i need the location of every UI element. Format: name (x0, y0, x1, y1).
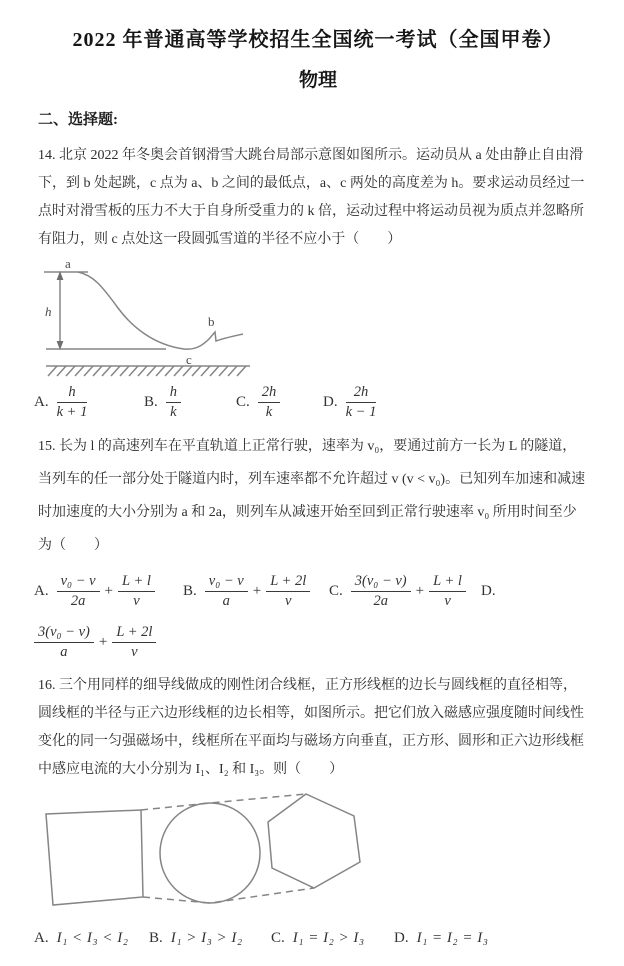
fraction-denominator: v (131, 643, 138, 660)
top-dashed-guide-line (141, 794, 306, 810)
fraction (166, 384, 181, 420)
fraction (429, 573, 466, 609)
q15-option-d-label (481, 583, 504, 600)
square-frame (46, 810, 143, 905)
q14-ski-slope-figure (38, 256, 288, 378)
circle-frame (160, 803, 260, 903)
point-c-label: c (186, 352, 192, 367)
fraction-numerator: 2h (346, 384, 377, 403)
fraction (266, 573, 310, 609)
q14-option-d (323, 384, 376, 420)
q15-option-d-formula (34, 624, 156, 660)
fraction (57, 573, 100, 609)
q15-options-row-2 (34, 618, 598, 666)
fraction-numerator: 2h (258, 384, 281, 403)
fraction-denominator: a (60, 643, 68, 660)
height-h-label: h (45, 304, 52, 319)
bottom-dashed-guide-line (143, 888, 314, 903)
fraction-numerator: h (57, 384, 88, 403)
ground-hatching (48, 366, 246, 376)
option-label: B. (183, 582, 197, 599)
fraction (258, 384, 281, 420)
option-label: B. (149, 929, 163, 946)
question-16-text (38, 672, 598, 784)
question-14-line-4: 有阻力，则 c 点处这一段圆弧雪道的半径不应小于（ ） (38, 232, 402, 247)
q15-options-row-1 (34, 566, 598, 616)
option-label: D. (394, 929, 409, 946)
question-14-line-2: 下，到 b 处起跳，c 点为 a、b 之间的最低点，a、c 两处的高度差为 h。要求运动员经过一 (38, 176, 585, 191)
q16-option-a (34, 930, 149, 947)
fraction (351, 573, 411, 609)
q16-option-b (149, 930, 271, 947)
question-16-line-1: 16. 三个用同样的细导线做成的刚性闭合线框，正方形线框的边长与圆线框的直径相等， (38, 678, 577, 693)
option-expression: I₁ > I₃ > I₂ (170, 929, 243, 946)
option-label: A. (34, 929, 49, 946)
plus-operator: + (98, 633, 108, 650)
option-expression: I₁ < I₃ < I₂ (56, 929, 129, 946)
question-14-line-1: 14. 北京 2022 年冬奥会首钢滑雪大跳台局部示意图如图所示。运动员从 a 处由静止自由滑 (38, 148, 584, 163)
point-a-label: a (65, 256, 71, 271)
section-heading: 二、选择题: (38, 112, 118, 128)
hexagon-frame (268, 794, 360, 888)
fraction-denominator: k (265, 403, 273, 420)
fraction-numerator: v₀ − v (205, 573, 248, 592)
fraction (57, 384, 88, 420)
q15-option-a (34, 573, 183, 609)
fraction-numerator: 3(v₀ − v) (34, 624, 94, 643)
fraction-denominator: 2a (70, 592, 86, 609)
fraction-denominator: v (285, 592, 292, 609)
option-expression: I₁ = I₂ > I₃ (292, 929, 365, 946)
q15-option-c (329, 573, 481, 609)
question-16-line-3: 变化的同一匀强磁场中，线框所在平面均与磁场方向垂直，正方形、圆形和正六边形线框 (38, 734, 584, 749)
question-16-line-2: 圆线框的半径与正六边形线框的边长相等，如图所示。把它们放入磁感应强度随时间线性 (38, 706, 584, 721)
option-label: B. (144, 393, 158, 410)
plus-operator: + (104, 582, 114, 599)
fraction-numerator: L + 2l (266, 573, 310, 592)
question-14-line-3: 点时对滑雪板的压力不大于自身所受重力的 k 倍，运动过程中将运动员视为质点并忽略所 (38, 204, 584, 219)
fraction-numerator: L + l (429, 573, 466, 592)
question-15-line-2: 当列车的任一部分处于隧道内时，列车速率都不允许超过 v (v < v₀)。已知列车加速和减速 (38, 472, 586, 487)
plus-operator: + (415, 582, 425, 599)
fraction-denominator: k (170, 403, 177, 420)
option-expression: I₁ = I₂ = I₃ (416, 929, 489, 946)
fraction-denominator: 2a (373, 592, 388, 609)
question-15-text (38, 430, 598, 562)
question-15-line-3: 时加速度的大小分别为 a 和 2a，则列车从减速开始至回到正常行驶速率 v₀ 所用时间至少 (38, 505, 577, 520)
fraction (118, 573, 155, 609)
q14-option-a (34, 384, 144, 420)
fraction-denominator: v (444, 592, 451, 609)
point-b-label: b (208, 314, 215, 329)
fraction (205, 573, 248, 609)
question-15-line-4: 为（ ） (38, 538, 108, 553)
q16-option-c (271, 930, 394, 947)
option-label: C. (271, 929, 285, 946)
fraction-numerator: L + l (118, 573, 155, 592)
fraction (34, 624, 94, 660)
option-label: C. (329, 582, 343, 599)
page-title: 2022 年普通高等学校招生全国统一考试（全国甲卷） (72, 29, 564, 51)
fraction-denominator: k + 1 (56, 403, 88, 420)
option-label: D. (481, 582, 496, 599)
ski-slope-curve (78, 272, 243, 349)
q16-options (34, 926, 598, 950)
fraction-numerator: 3(v₀ − v) (351, 573, 411, 592)
option-label: D. (323, 393, 338, 410)
fraction-denominator: k − 1 (345, 403, 377, 420)
fraction-denominator: a (222, 592, 230, 609)
q14-option-b (144, 384, 236, 420)
question-15-line-1: 15. 长为 l 的高速列车在平直轨道上正常行驶，速率为 v₀，要通过前方一长为 L 的隧道， (38, 439, 577, 454)
question-14-text (38, 142, 598, 254)
q16-option-d (394, 930, 488, 947)
option-label: A. (34, 393, 49, 410)
option-label: A. (34, 582, 49, 599)
fraction (112, 624, 156, 660)
subject-title: 物理 (298, 70, 337, 91)
fraction-numerator: L + 2l (112, 624, 156, 643)
fraction-denominator: v (133, 592, 140, 609)
q16-wire-frames-figure (38, 790, 438, 916)
plus-operator: + (252, 582, 262, 599)
fraction (346, 384, 377, 420)
option-label: C. (236, 393, 250, 410)
q14-option-c (236, 384, 323, 420)
q14-options (34, 382, 598, 422)
fraction-numerator: h (166, 384, 181, 403)
q15-option-b (183, 573, 329, 609)
fraction-numerator: v₀ − v (57, 573, 100, 592)
question-16-line-4: 中感应电流的大小分别为 I₁、I₂ 和 I₃。则（ ） (38, 762, 344, 777)
